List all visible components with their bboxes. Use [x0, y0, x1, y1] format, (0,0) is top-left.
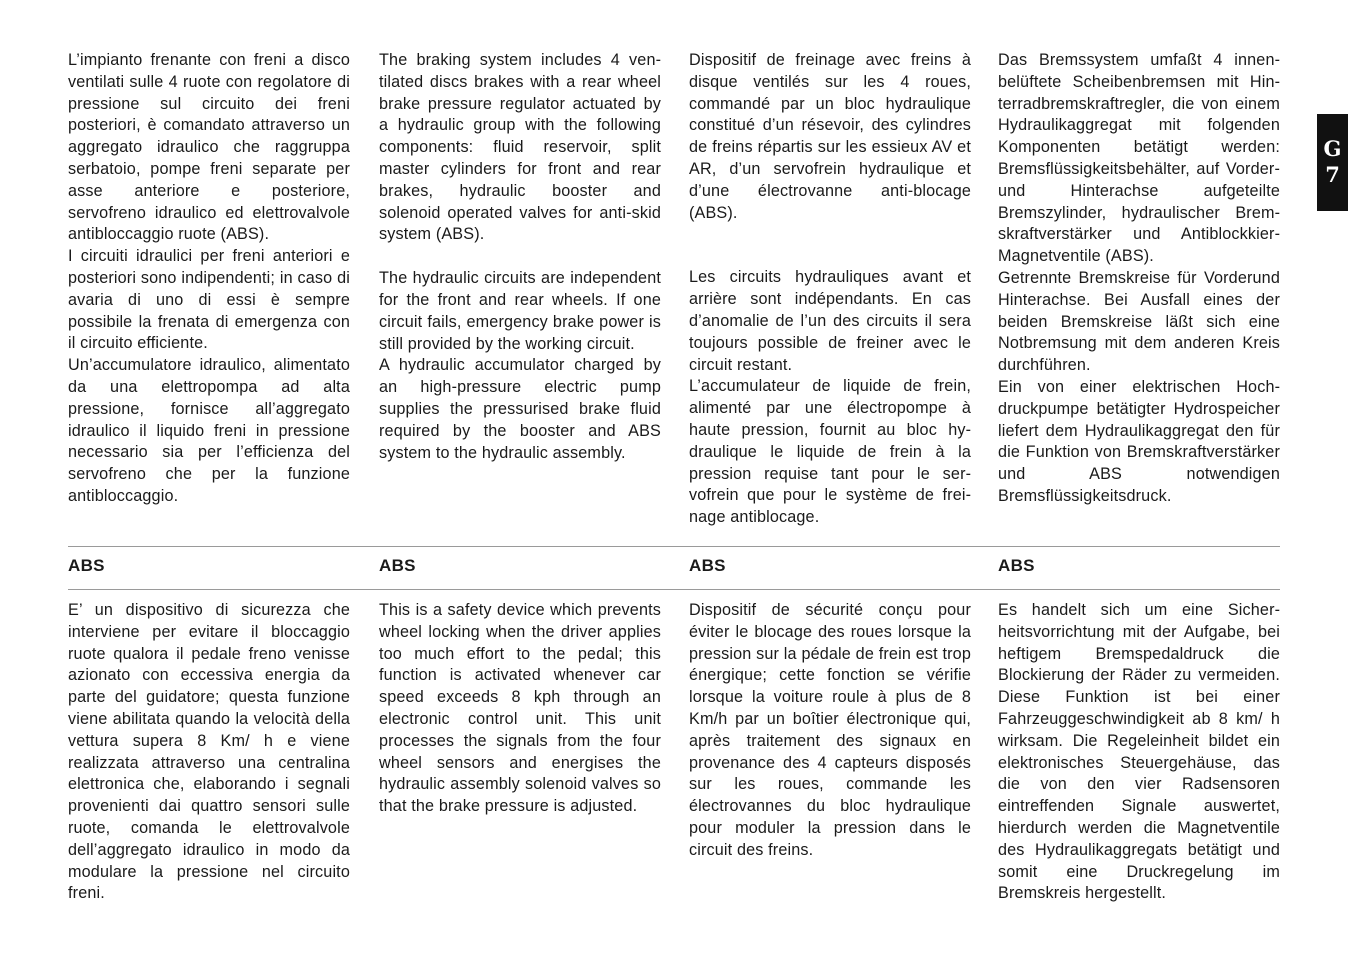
english-intro-paragraph-3: A hydraulic accumulator charged by an high-pressure electric pump supplies the pressurised brake fluid required by the booster and ABS system to the hydraulic assembly. — [379, 356, 661, 462]
french-intro-column — [689, 50, 971, 529]
french-abs-paragraph: Dispositif de sécurité conçu pour éviter le blocage des roues lorsque la pression sur la pédale de frein est trop énergique; cette fonction se vérifie lorsque la voiture roule à plus de 8 Km/h par un boîtier électronique qui, après traitement des signaux en provenance des 4 capteurs disposés sur les roues, commande les électrovannes du bloc hydraulique pour moduler la pression dans le circuit des freins. — [689, 601, 971, 859]
german-abs-heading: ABS — [998, 556, 1035, 575]
section-tab-number: 7 — [1325, 162, 1340, 187]
english-intro-paragraph-1: The braking system includes 4 ventilated discs brakes with a rear wheel brake pressure regulator actuated by a hydraulic group with the following components: fluid reservoir, split master cylinders for front and rear brakes, hydraulic booster and solenoid operated valves for anti-skid system (ABS). — [379, 51, 661, 244]
german-intro-paragraph-2: Getrennte Bremskreise für Vorderund Hinterachse. Bei Ausfall eines der beiden Bremskreise läßt sich eine Notbremsung mit dem anderen Kreis durchführen. — [998, 268, 1280, 375]
italian-intro-column — [68, 50, 350, 508]
french-intro-paragraph-1: Dispositif de freinage avec freins à disque ventilés sur les 4 roues, commandé par un bloc hydraulique constitué d’un résevoir, des cylindres de freins répartis sur les essieux AV et AR, d’un servofrein hydraulique et d’une électrovanne anti-blocage (ABS). — [689, 51, 971, 222]
english-intro-column — [379, 50, 661, 464]
french-abs-heading: ABS — [689, 556, 726, 575]
italian-intro-paragraph-3: Un’accumulatore idraulico, alimentato da una elettropompa ad alta pressione, fornisce all’aggregato idraulico il liquido freni in pressione necessario sia per l’efficienza del servofreno che per la funzione antibloccaggio. — [68, 356, 350, 505]
english-abs-heading: ABS — [379, 556, 416, 575]
italian-abs-column — [68, 600, 350, 905]
section-divider-bottom — [68, 589, 1280, 590]
english-abs-column — [379, 600, 661, 818]
german-abs-column — [998, 600, 1280, 905]
french-abs-column — [689, 600, 971, 862]
section-divider-top — [68, 546, 1280, 547]
french-intro-paragraph-3: L’accumulateur de liquide de frein, alimenté par une électropompe à haute pression, fournit au bloc hydraulique le liquide de frein à la pression requise tant pour le servofrein que pour le système de freinage antiblocage. — [689, 377, 971, 527]
italian-abs-paragraph: E’ un dispositivo di sicurezza che interviene per evitare il bloccaggio ruote qualora il pedale freno venisse azionato con eccessiva energia da parte del guidatore; questa funzione viene abilitata quando la velocità della vettura supera 8 Km/ h e viene realizzata attraverso una centralina elettronica che, elaborando i segnali provenienti dai quattro sensori sulle ruote, comanda le elettrovalvole dell’aggregato idraulico in modo da modulare la pressione nel circuito freni. — [68, 601, 350, 903]
german-intro-paragraph-1: Das Bremssystem umfaßt 4 innenbelüftete Scheibenbremsen mit Hinterradbremskraftregler, die von einem Hydraulikaggregat mit folgenden Komponenten betätigt werden: Bremsflüssigkeitsbehälter, auf Vorder- und Hinterachse aufgeteilte Bremszylinder, hydraulischer Bremskraftverstärker und AntiblockkierMagnetventile (ABS). — [998, 51, 1280, 266]
section-tab — [1317, 114, 1348, 211]
italian-intro-paragraph-1: L’impianto frenante con freni a disco ventilati sulle 4 ruote con regolatore di pressione sul circuito dei freni posteriori, è comandato attraverso un aggregato idraulico che raggruppa serbatoio, pompe freni separate per asse anteriore e posteriore, servofreno idraulico ed elettrovalvole antibloccaggio ruote (ABS). — [68, 51, 350, 244]
german-intro-paragraph-3: Ein von einer elektrischen Hochdruckpumpe betätigter Hydrospeicher liefert dem Hydraulikaggregat den für die Funktion von Bremskraftverstärker und ABS notwendigen Bremsflüssigkeitsdruck. — [998, 377, 1280, 505]
french-intro-paragraph-2: Les circuits hydrauliques avant et arrière sont indépendants. En cas d’anomalie de l’un des circuits il sera toujours possible de freiner avec le circuit restant. — [689, 268, 971, 374]
italian-intro-paragraph-2: I circuiti idraulici per freni anteriori e posteriori sono indipendenti; in caso di avaria di uno di essi è sempre possibile la frenata di emergenza con il circuito efficiente. — [68, 247, 350, 353]
english-intro-paragraph-2: The hydraulic circuits are independent for the front and rear wheels. If one circuit fails, emergency brake power is still provided by the working circuit. — [379, 269, 661, 353]
section-tab-letter: G — [1323, 136, 1342, 161]
english-abs-paragraph: This is a safety device which prevents wheel locking when the driver applies too much effort to the pedal; this function is activated whenever car speed exceeds 8 kph through an electronic control unit. This unit processes the signals from the four wheel sensors and energises the hydraulic assembly solenoid valves so that the brake pressure is adjusted. — [379, 601, 661, 816]
german-intro-column — [998, 50, 1280, 508]
german-abs-paragraph: Es handelt sich um eine Sicherheitsvorrichtung mit der Aufgabe, bei heftigem Bremspedaldruck die Blockierung der Räder zu vermeiden. Diese Funktion ist bei einer Fahrzeuggeschwindigkeit ab 8 km/ h wirksam. Die Regeleinheit bildet ein elektronisches Steuergehäuse, das die von den vier Radsensoren eintreffenden Signale auswertet, hierdurch werden die Magnetventile des Hydraulikaggregats betätigt und somit eine Druckregelung im Bremskreis hergestellt. — [998, 601, 1280, 903]
italian-abs-heading: ABS — [68, 556, 105, 575]
